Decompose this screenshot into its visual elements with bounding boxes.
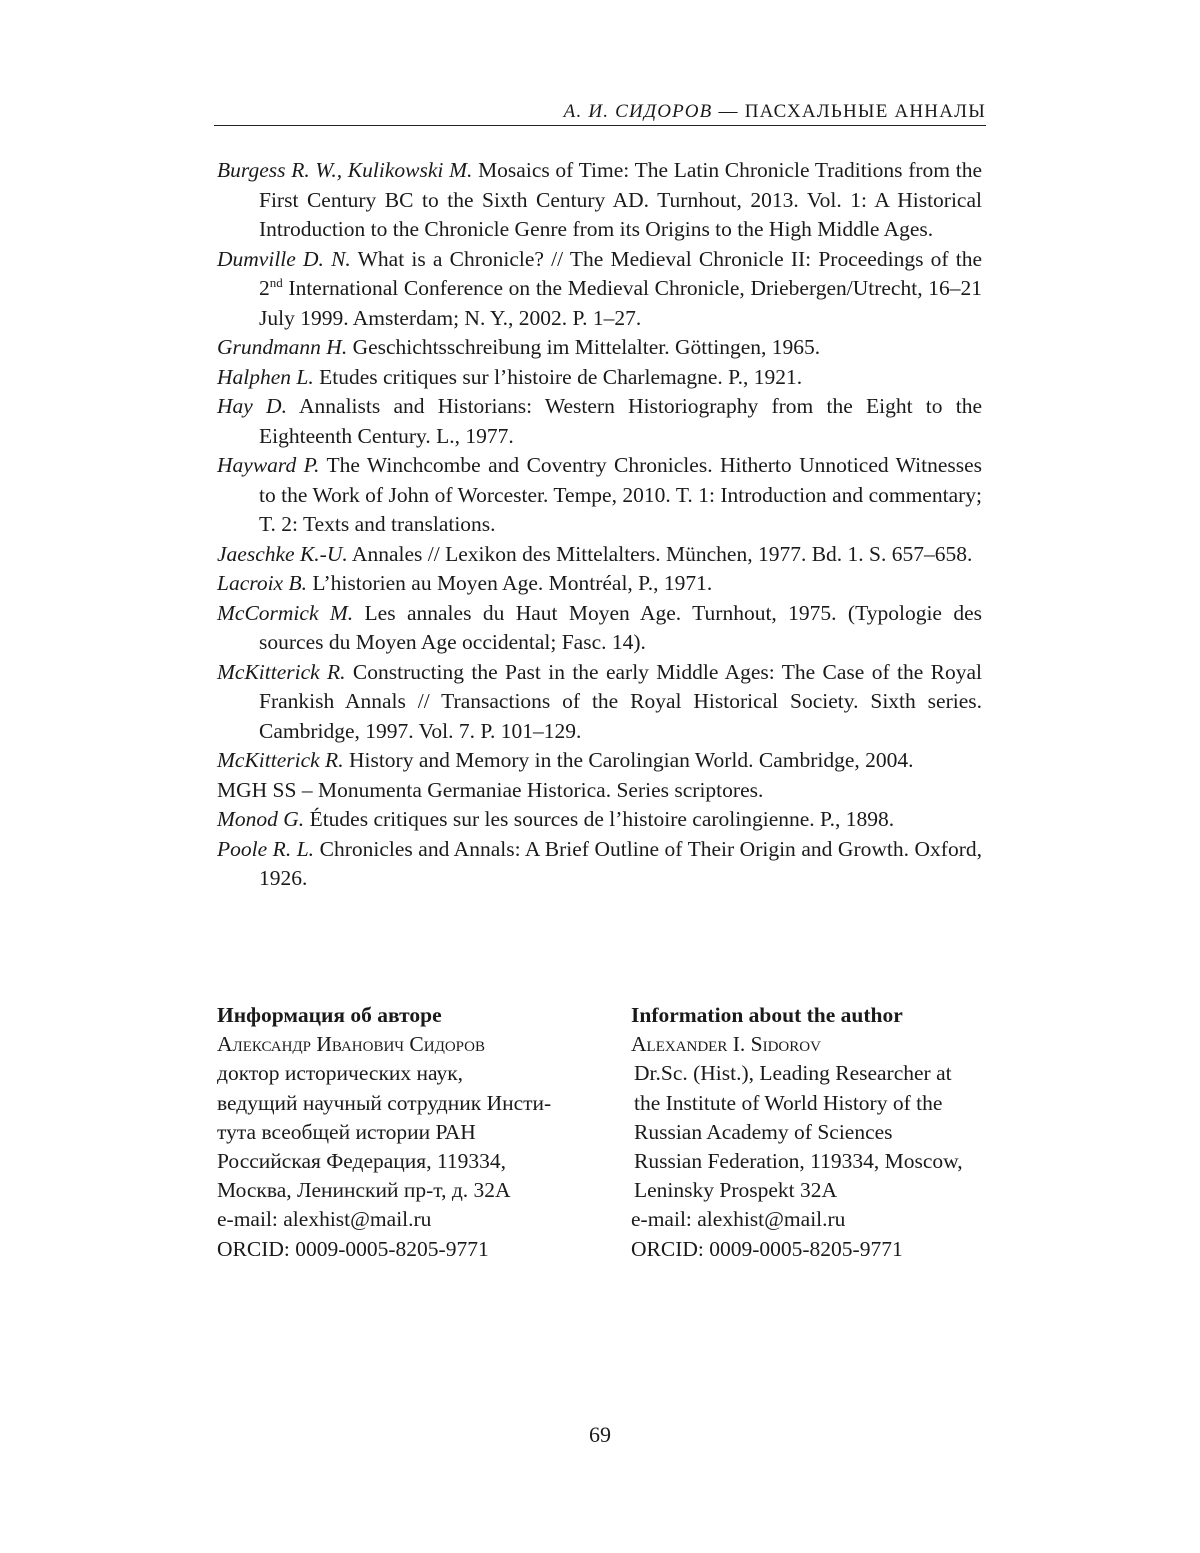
- header-author: А. И. СИДОРОВ: [563, 101, 713, 122]
- page-number: 69: [589, 1422, 611, 1447]
- reference-text: Chronicles and Annals: A Brief Outline of Their Origin and Growth. Oxford, 1926.: [259, 836, 982, 890]
- reference-item: [217, 835, 982, 894]
- author-info-heading: Information about the author: [631, 1003, 903, 1027]
- reference-item: [217, 540, 982, 570]
- reference-author: McCormick M.: [217, 600, 354, 625]
- header-title: ПАСХАЛЬНЫЕ АННАЛЫ: [744, 101, 986, 122]
- reference-item: [217, 245, 982, 334]
- reference-item: [217, 333, 982, 363]
- reference-text: L’historien au Moyen Age. Montréal, P., 1971.: [306, 571, 713, 595]
- reference-text: What is a Chronicle? // The Medieval Chronicle II: Proceedings of the 2: [259, 246, 982, 300]
- reference-item: [217, 156, 982, 245]
- reference-author: McKitterick R.: [217, 659, 346, 684]
- author-name: Alexander I. Sidorov: [631, 1032, 821, 1057]
- author-info-russian: [217, 1001, 617, 1264]
- author-email: e-mail: alexhist@mail.ru: [217, 1207, 432, 1232]
- reference-item: [217, 805, 982, 835]
- reference-text: Mosaics of Time: The Latin Chronicle Traditions from the First Century BC to the Sixth Century AD. Turnhout, 2013. Vol. 1: A Historical Introduction to the Chronicle Genre from its Origins to the High Middle Ages.: [259, 158, 982, 241]
- reference-author: Burgess R. W., Kulikowski M.: [217, 158, 473, 182]
- author-orcid: ORCID: 0009-0005-8205-9771: [631, 1236, 903, 1261]
- reference-list: [217, 156, 982, 894]
- author-name: Александр Иванович Сидоров: [217, 1032, 486, 1057]
- reference-author: Hay D.: [217, 394, 287, 418]
- reference-text: Constructing the Past in the early Middle Ages: The Case of the Royal Frankish Annals // Transactions of the Royal Historical Society. Sixth series. Cambridge, 1997. Vol. 7. P. 101–129.: [259, 659, 982, 743]
- reference-author: Poole R. L.: [217, 836, 315, 861]
- reference-item: [217, 746, 982, 776]
- reference-text: Annales // Lexikon des Mittelalters. München, 1977. Bd. 1. S. 657–658.: [347, 541, 973, 566]
- reference-author: Dumville D. N.: [217, 246, 351, 271]
- reference-text: Geschichtsschreibung im Mittelalter. Göttingen, 1965.: [347, 335, 821, 359]
- author-info-heading: Информация об авторе: [217, 1003, 442, 1027]
- author-info-line: ведущий научный сотрудник Инсти-: [217, 1090, 552, 1115]
- reference-item: [217, 451, 982, 540]
- author-info-line: доктор исторических наук,: [217, 1061, 464, 1086]
- author-info-line: the Institute of World History of the: [634, 1090, 943, 1115]
- reference-text: Annalists and Historians: Western Historiography from the Eight to the Eighteenth Century. L., 1977.: [259, 394, 982, 448]
- reference-item: [217, 658, 982, 747]
- reference-text: Les annales du Haut Moyen Age. Turnhout, 1975. (Typologie des sources du Moyen Age occidental; Fasc. 14).: [259, 600, 982, 654]
- author-info-line: тута всеобщей истории РАН: [217, 1119, 476, 1144]
- author-info-line: Russian Academy of Sciences: [634, 1119, 893, 1144]
- reference-author: Monod G.: [217, 807, 305, 831]
- reference-author: Grundmann H.: [217, 335, 348, 359]
- reference-text: History and Memory in the Carolingian World. Cambridge, 2004.: [343, 748, 914, 772]
- reference-superscript: nd: [269, 275, 283, 290]
- reference-text: Études critiques sur les sources de l’histoire carolingienne. P., 1898.: [304, 807, 895, 831]
- reference-text-after: International Conference on the Medieval Chronicle, Driebergen/Utrecht, 16–21 July 1999. Amsterdam; N. Y., 2002. P. 1–27.: [259, 276, 982, 330]
- reference-text: Etudes critiques sur l’histoire de Charlemagne. P., 1921.: [313, 364, 803, 389]
- reference-item: [217, 599, 982, 658]
- author-orcid: ORCID: 0009-0005-8205-9771: [217, 1236, 489, 1261]
- reference-item: [217, 392, 982, 451]
- reference-item: [217, 776, 982, 806]
- reference-text: MGH SS – Monumenta Germaniae Historica. Series scriptores.: [217, 777, 764, 802]
- reference-item: [217, 363, 982, 393]
- author-email: e-mail: alexhist@mail.ru: [631, 1207, 846, 1232]
- author-info-line: Russian Federation, 119334, Moscow,: [634, 1149, 963, 1174]
- author-info-english: [631, 1001, 1001, 1264]
- reference-author: McKitterick R.: [217, 748, 344, 772]
- author-info-line: Dr.Sc. (Hist.), Leading Researcher at: [634, 1061, 952, 1086]
- author-info-line: Москва, Ленинский пр-т, д. 32А: [217, 1178, 511, 1203]
- author-info-line: Leninsky Prospekt 32A: [634, 1178, 838, 1203]
- reference-author: Jaeschke K.-U.: [217, 541, 348, 566]
- reference-text: The Winchcombe and Coventry Chronicles. Hitherto Unnoticed Witnesses to the Work of John of Worcester. Tempe, 2010. T. 1: Introduction and commentary; T. 2: Texts and translations.: [259, 453, 983, 536]
- reference-author: Hayward P.: [217, 453, 320, 477]
- reference-item: [217, 569, 982, 599]
- header-separator: —: [718, 101, 739, 122]
- running-header: [214, 98, 986, 126]
- reference-author: Lacroix B.: [217, 571, 307, 595]
- reference-author: Halphen L.: [217, 364, 314, 389]
- author-info-line: Российская Федерация, 119334,: [217, 1149, 507, 1174]
